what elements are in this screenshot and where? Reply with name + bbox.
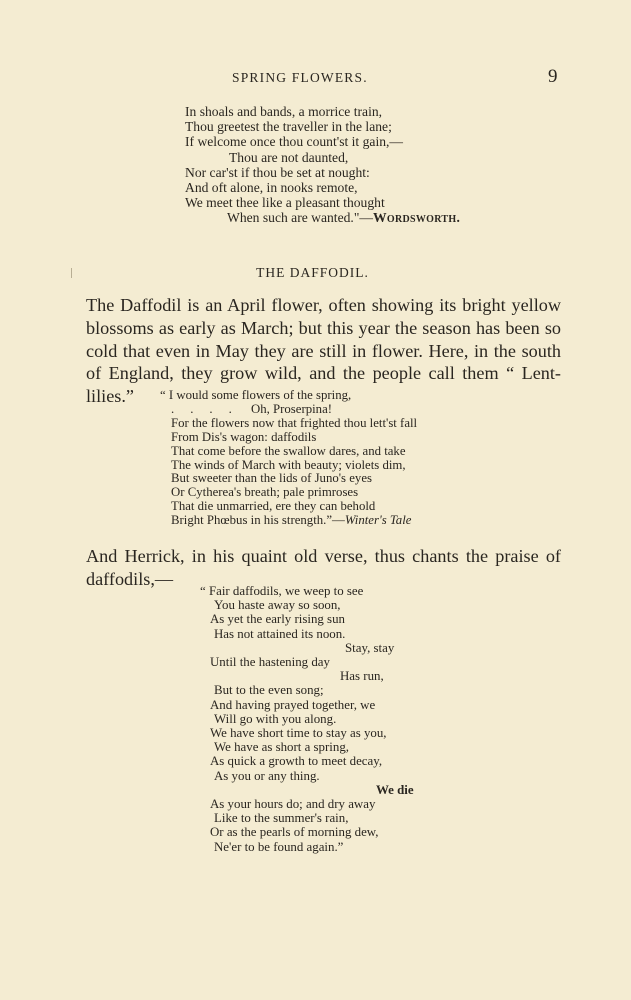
verse-line: As you or any thing. <box>214 768 320 783</box>
verse-line: But to the even song; <box>214 683 324 698</box>
verse-wordsworth <box>185 104 460 226</box>
verse-line: Stay, stay <box>345 640 395 655</box>
verse-line: From Dis's wagon: daffodils <box>171 429 317 444</box>
verse-line-final <box>185 210 460 225</box>
verse-line: Thou are not daunted, <box>229 149 349 165</box>
verse-line: “ I would some flowers of the spring, <box>160 388 352 402</box>
verse-line: As quick a growth to meet decay, <box>210 754 383 769</box>
verse-line: Or as the pearls of morning dew, <box>210 825 379 840</box>
verse-line: Like to the summer's rain, <box>214 811 349 826</box>
verse-line: And having prayed together, we <box>210 697 376 712</box>
verse-line-text: Bright Phœbus in his strength.”— <box>171 513 345 528</box>
paragraph-herrick: And Herrick, in his quaint old verse, thus chants the praise of daffodils,— <box>86 546 561 589</box>
verse-line: That die unmarried, ere they can behold <box>171 499 376 514</box>
verse-attribution: Wordsworth. <box>372 210 461 226</box>
verse-line: The winds of March with beauty; violets dim, <box>171 457 406 472</box>
verse-line: Thou greetest the traveller in the lane; <box>185 119 392 135</box>
verse-line: For the flowers now that frighted thou lett'st fall <box>171 415 418 430</box>
verse-line-final <box>160 514 417 528</box>
verse-line: If welcome once thou count'st it gain,— <box>185 134 404 150</box>
verse-line: We meet thee like a pleasant thought <box>185 195 385 211</box>
verse-line: In shoals and bands, a morrice train, <box>185 104 383 119</box>
verse-line: . . . . Oh, Proserpina! <box>171 401 333 416</box>
verse-line: Ne'er to be found again.” <box>214 839 344 854</box>
verse-line: That come before the swallow dares, and take <box>171 443 406 458</box>
verse-line: We die <box>376 782 414 797</box>
verse-shakespeare <box>160 389 417 528</box>
section-heading <box>0 265 631 281</box>
verse-line: We have short time to stay as you, <box>210 726 387 741</box>
section-heading-text: THE DAFFODIL. <box>256 265 369 280</box>
verse-line: “ Fair daffodils, we weep to see <box>200 584 364 598</box>
verse-line-text: When such are wanted."— <box>227 210 373 226</box>
verse-line: You haste away so soon, <box>214 598 341 613</box>
verse-line: As your hours do; and dry away <box>210 797 376 812</box>
verse-line: Will go with you along. <box>214 711 337 726</box>
verse-line: We have as short a spring, <box>214 740 349 755</box>
verse-herrick <box>200 584 414 854</box>
verse-line: Has run, <box>340 669 384 684</box>
verse-line: Has not attained its noon. <box>214 626 346 641</box>
verse-line: As yet the early rising sun <box>210 612 345 627</box>
verse-line: Nor car'st if thou be set at nought: <box>185 164 370 180</box>
verse-attribution: Winter's Tale <box>344 513 412 528</box>
verse-line: Until the hastening day <box>210 655 330 670</box>
paragraph-daffodil: The Daffodil is an April flower, often showing its bright yellow blossoms as early as March; but this year the season has been so cold that even in May they are still in flower. Here, in the south of England, they grow wild, and the people call them “ Lent-lilies.” <box>86 295 561 407</box>
verse-line: Or Cytherea's breath; pale primroses <box>171 485 359 500</box>
page-number: 9 <box>548 66 558 87</box>
verse-line: But sweeter than the lids of Juno's eyes <box>171 471 372 486</box>
running-title: SPRING FLOWERS. <box>232 70 368 85</box>
verse-line: And oft alone, in nooks remote, <box>185 180 358 196</box>
